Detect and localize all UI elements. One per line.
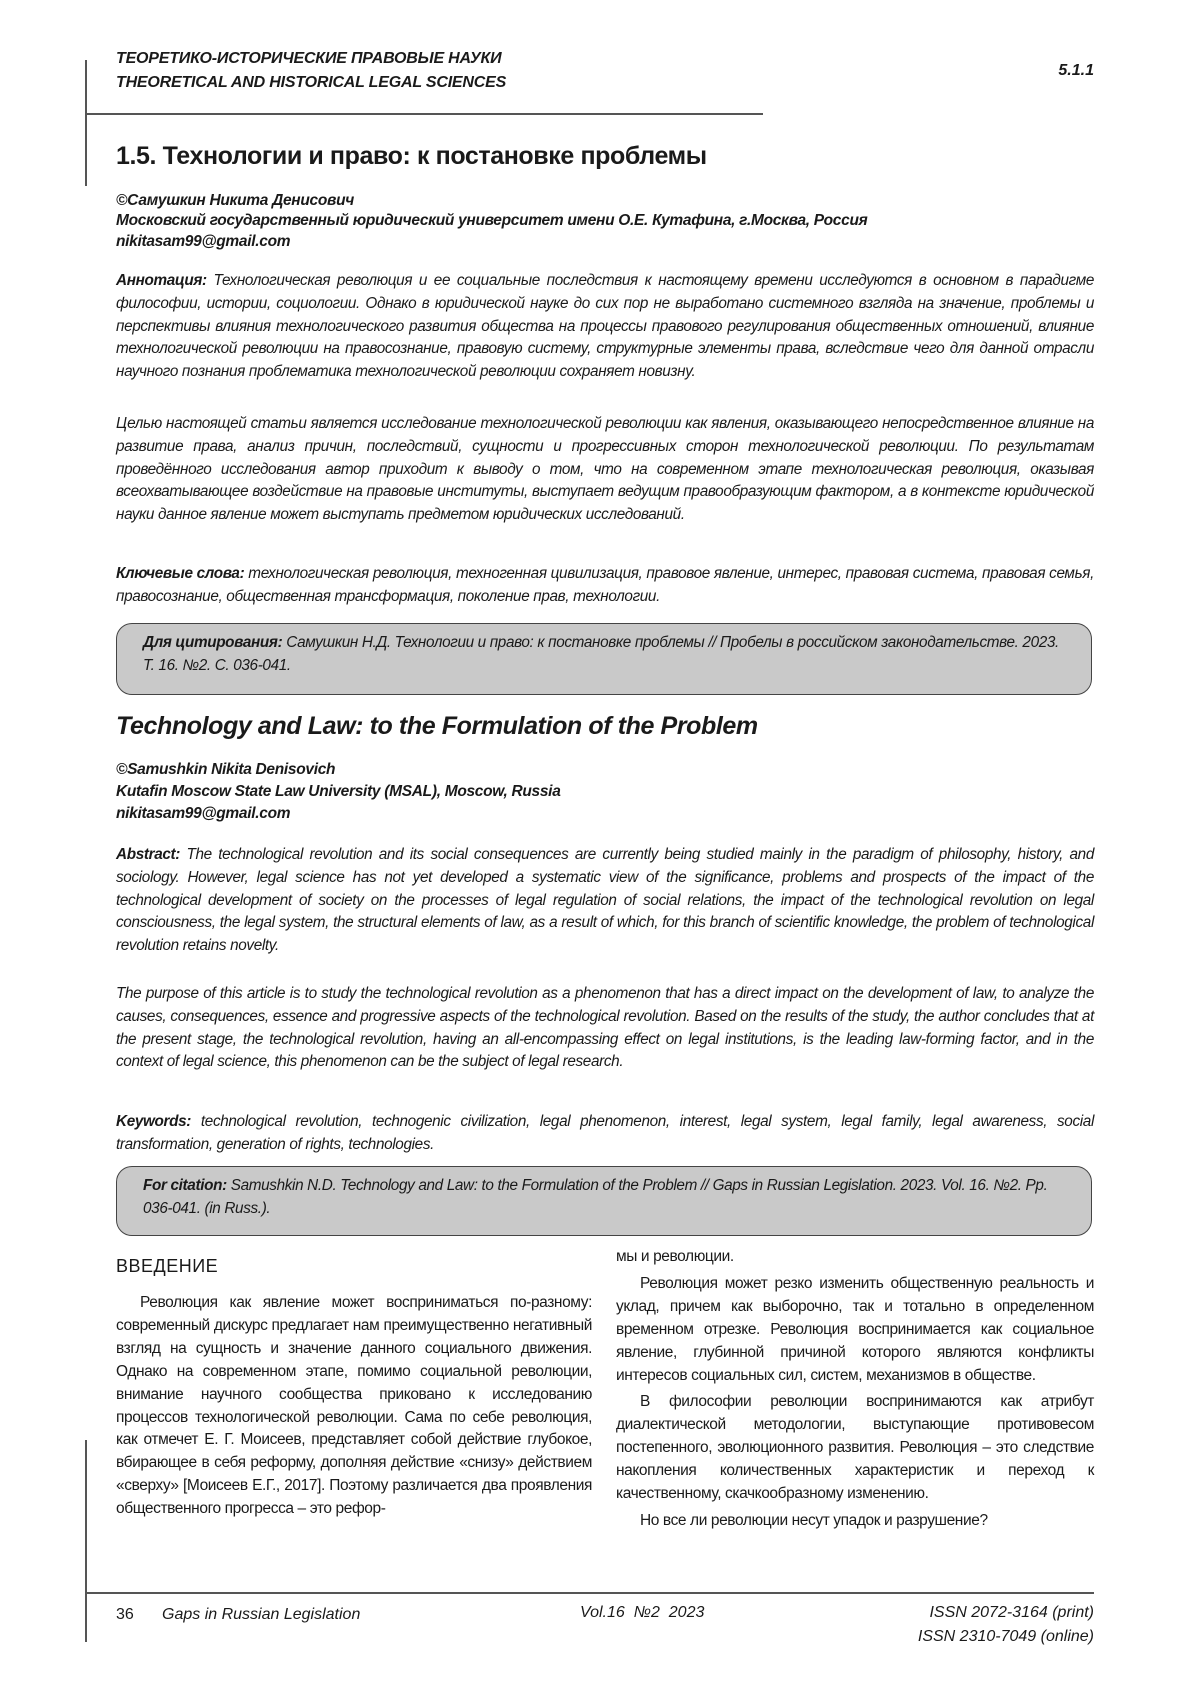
abstract-ru-p1	[116, 270, 1094, 384]
body-paragraph: В философии революции воспринимаются как атрибут диалектической методологии, выступающие противовесом постепенного, эволюционного развития. Революция – это следствие накопления количественных характеристик и переход к качественному, скачкообразному изменению.	[616, 1391, 1094, 1506]
abstract-en-p1	[116, 844, 1094, 958]
citation-label-ru: Для цитирования:	[143, 634, 282, 651]
abstract-text-en: The technological revolution and its social consequences are currently being studied mainly in the paradigm of philosophy, history, and sociology. However, legal science has not yet developed a systematic view of the significance, problems and prospects of the impact of the technological development of society on the processes of legal regulation of social relations, the impact of the technological revolution on legal consciousness, the legal system, the structural elements of law, as a result of which, for this branch of scientific knowledge, the problem of technological revolution retains novelty.	[116, 846, 1094, 954]
keywords-label-ru: Ключевые слова:	[116, 565, 244, 582]
abstract-label-ru: Аннотация:	[116, 272, 207, 289]
body-paragraph: Революция как явление может восприниматься по-разному: современный дискурс предлагает нам преимущественно негативный взгляд на сущность и значение данного социального движения. Однако на современном этапе, помимо социальной революции, внимание научного сообщества приковано к исследованию процессов технологической революции. Сама по себе революция, как отмечет Е. Г. Моисеев, представляет собой действие глубокое, вбирающее в себя реформу, дополняя действие «снизу» действием «сверху» [Моисеев Е.Г., 2017]. Поэтому различается два проявления общественного прогресса – это рефор-	[116, 1292, 592, 1521]
issue-info: Vol.16 №2 2023	[580, 1604, 704, 1622]
keywords-en	[116, 1111, 1094, 1157]
citation-box-en	[116, 1166, 1092, 1236]
citation-text-ru: Самушкин Н.Д. Технологии и право: к постановке проблемы // Пробелы в российском законодательстве. 2023. Т. 16. №2. С. 036-041.	[143, 634, 1059, 674]
header-vertical-rule	[85, 60, 87, 186]
body-paragraph: Революция может резко изменить общественную реальность и уклад, причем как выборочно, так и тотально в определенном временном отрезке. Революция воспринимается как социальное явление, глубинной причиной которого являются конфликты интересов социальных сил, систем, механизмов в обществе.	[616, 1273, 1094, 1388]
affiliation-ru: Московский государственный юридический университет имени О.Е. Кутафина, г.Москва, Россия	[116, 212, 867, 230]
body-paragraph: Но все ли революции несут упадок и разрушение?	[616, 1510, 1094, 1533]
section-code: 5.1.1	[1058, 62, 1094, 80]
article-title-en: Technology and Law: to the Formulation of the Problem	[116, 712, 758, 741]
author-ru: ©Самушкин Никита Денисович	[116, 192, 354, 210]
citation-label-en: For citation:	[143, 1177, 227, 1194]
section-heading-intro: ВВЕДЕНИЕ	[116, 1256, 218, 1277]
abstract-label-en: Abstract:	[116, 846, 180, 863]
body-paragraph: мы и революции.	[616, 1246, 1094, 1269]
footer-horizontal-rule	[85, 1592, 1094, 1594]
page-number: 36	[116, 1606, 134, 1624]
abstract-en-p2: The purpose of this article is to study the technological revolution as a phenomenon that has a direct impact on the development of law, to analyze the causes, consequences, essence and progressive aspects of the technological revolution. Based on the results of the study, the author concludes that at the present stage, the technological revolution, having an all-encompassing effect on legal institutions, is the leading law-forming factor, and in the context of legal science, this phenomenon can be the subject of legal research.	[116, 983, 1094, 1074]
issn-print: ISSN 2072-3164 (print)	[929, 1604, 1094, 1622]
email-en: nikitasam99@gmail.com	[116, 805, 290, 823]
keywords-label-en: Keywords:	[116, 1113, 191, 1130]
keywords-ru	[116, 563, 1094, 609]
abstract-ru-p2: Целью настоящей статьи является исследование технологической революции как явления, оказывающего непосредственное влияние на развитие права, анализ причин, последствий, сущности и прогрессивных сторон технологической революции. По результатам проведённого исследования автор приходит к выводу о том, что на современном этапе технологическая революция, оказывая всеохватывающее воздействие на правовые институты, выступает ведущим правообразующим фактором, а в контексте юридической науки данное явление может выступать предметом юридических исследований.	[116, 413, 1094, 527]
abstract-text-ru: Технологическая революция и ее социальные последствия к настоящему времени исследуются в основном в парадигме философии, истории, социологии. Однако в юридической науке до сих пор не выработано системного взгляда на значение, проблемы и перспективы влияния технологического развития общества на процессы правового регулирования общественных отношений, влияние технологической революции на правосознание, правовую систему, структурные элементы права, вследствие чего для данной отрасли научного познания проблематика технологической революции сохраняет новизну.	[116, 272, 1094, 380]
keywords-text-en: technological revolution, technogenic civilization, legal phenomenon, interest, legal system, legal family, legal awareness, social transformation, generation of rights, technologies.	[116, 1113, 1094, 1153]
article-title-ru: 1.5. Технологии и право: к постановке проблемы	[116, 142, 707, 171]
section-title-ru: ТЕОРЕТИКО-ИСТОРИЧЕСКИЕ ПРАВОВЫЕ НАУКИ	[116, 50, 501, 68]
header-horizontal-rule	[85, 113, 763, 115]
citation-box-ru	[116, 623, 1092, 695]
affiliation-en: Kutafin Moscow State Law University (MSAL), Moscow, Russia	[116, 783, 561, 801]
email-ru: nikitasam99@gmail.com	[116, 233, 290, 251]
body-right-column	[616, 1246, 1094, 1533]
body-left-column	[116, 1292, 592, 1521]
journal-name: Gaps in Russian Legislation	[162, 1606, 360, 1624]
footer-vertical-rule	[85, 1440, 87, 1642]
author-en: ©Samushkin Nikita Denisovich	[116, 761, 335, 779]
issn-online: ISSN 2310-7049 (online)	[918, 1628, 1094, 1646]
keywords-text-ru: технологическая революция, техногенная цивилизация, правовое явление, интерес, правовая система, правовая семья, правосознание, общественная трансформация, поколение прав, технологии.	[116, 565, 1094, 605]
section-title-en: THEORETICAL AND HISTORICAL LEGAL SCIENCES	[116, 74, 506, 92]
citation-text-en: Samushkin N.D. Technology and Law: to the Formulation of the Problem // Gaps in Russian Legislation. 2023. Vol. 16. №2. Pp. 036-041. (in Russ.).	[143, 1177, 1047, 1217]
